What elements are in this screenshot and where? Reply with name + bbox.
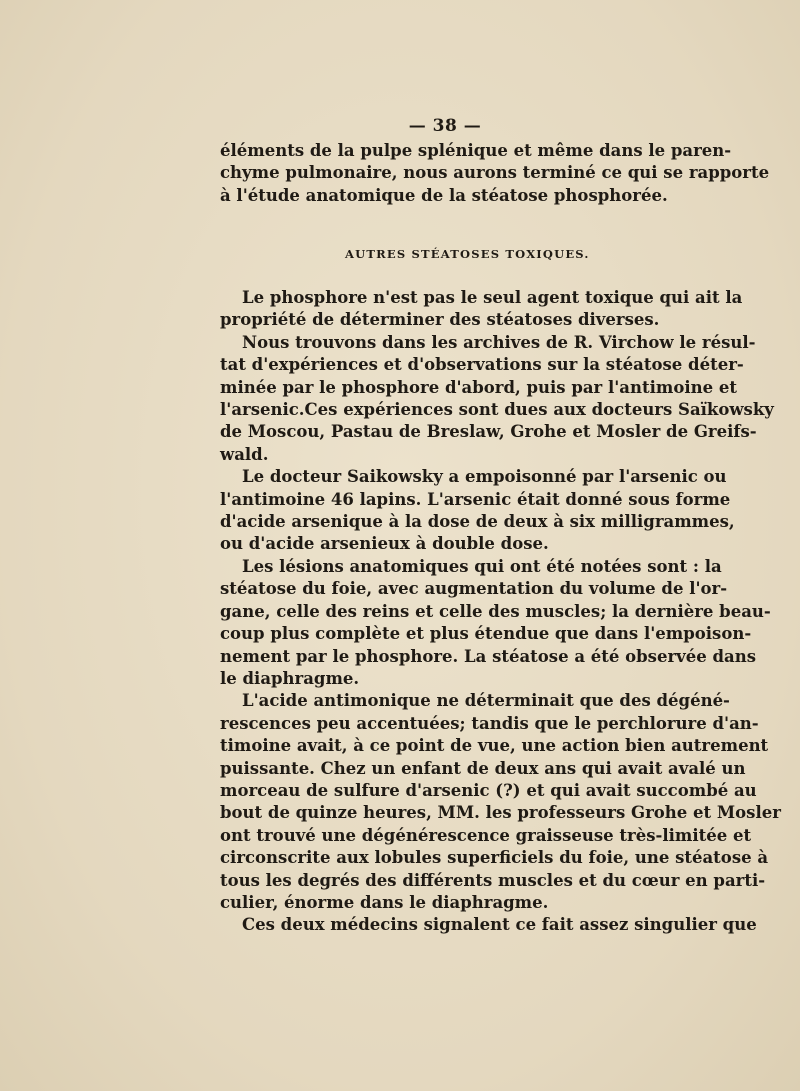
- section-heading: AUTRES STÉATOSES TOXIQUES.: [345, 247, 590, 261]
- text-line: d'acide arsenique à la dose de deux à six milligrammes,: [220, 512, 735, 532]
- text-line: puissante. Chez un enfant de deux ans qui avait avalé un: [220, 758, 746, 778]
- text-line: ou d'acide arsenieux à double dose.: [220, 534, 549, 554]
- text-line: minée par le phosphore d'abord, puis par l'antimoine et: [220, 377, 737, 397]
- text-line: wald.: [220, 444, 269, 464]
- paragraph: [220, 690, 781, 914]
- text-line: chyme pulmonaire, nous aurons terminé ce qui se rapporte: [220, 163, 770, 183]
- text-line: stéatose du foie, avec augmentation du volume de l'or-: [220, 579, 728, 599]
- text-line: Le docteur Saikowsky a empoisonné par l'arsenic ou: [242, 467, 727, 487]
- text-line: de Moscou, Pastau de Breslaw, Grohe et Mosler de Greifs-: [220, 422, 757, 442]
- paragraph: [220, 332, 774, 466]
- text-line: tat d'expériences et d'observations sur la stéatose déter-: [220, 355, 744, 375]
- text-line: Nous trouvons dans les archives de R. Virchow le résul-: [242, 332, 756, 352]
- paragraph: [220, 466, 735, 556]
- text-line: ont trouvé une dégénérescence graisseuse très-limitée et: [220, 825, 752, 845]
- text-line: rescences peu accentuées; tandis que le perchlorure d'an-: [220, 713, 759, 733]
- page-number: — 38 —: [408, 116, 482, 136]
- text-line: Ces deux médecins signalent ce fait assez singulier que: [242, 915, 757, 935]
- text-line: timoine avait, à ce point de vue, une action bien autrement: [220, 736, 769, 756]
- paragraph: [220, 914, 757, 936]
- text-line: gane, celle des reins et celle des muscles; la dernière beau-: [220, 601, 771, 621]
- text-line: éléments de la pulpe splénique et même dans le paren-: [220, 141, 732, 160]
- text-line: Le phosphore n'est pas le seul agent toxique qui ait la: [242, 288, 743, 307]
- text-line: bout de quinze heures, MM. les professeurs Grohe et Mosler: [220, 803, 781, 823]
- text-line: le diaphragme.: [220, 668, 360, 688]
- text-line: à l'étude anatomique de la stéatose phosphorée.: [220, 185, 668, 205]
- text-line: nement par le phosphore. La stéatose a été observée dans: [220, 646, 756, 666]
- intro-text: [220, 140, 770, 207]
- text-line: tous les degrés des différents muscles et du cœur en parti-: [220, 870, 766, 890]
- text-line: morceau de sulfure d'arsenic (?) et qui avait succombé au: [220, 780, 757, 800]
- text-line: culier, énorme dans le diaphragme.: [220, 892, 549, 912]
- text-line: L'acide antimonique ne déterminait que des dégéné-: [242, 691, 730, 711]
- text-line: circonscrite aux lobules superficiels du foie, une stéatose à: [220, 848, 769, 868]
- text-line: coup plus complète et plus étendue que dans l'empoison-: [220, 624, 752, 644]
- text-line: propriété de déterminer des stéatoses diverses.: [220, 310, 660, 330]
- text-line: l'antimoine 46 lapins. L'arsenic était donné sous forme: [220, 489, 731, 509]
- paragraph: [220, 287, 743, 332]
- body-text: [220, 287, 781, 937]
- text-line: l'arsenic.Ces expériences sont dues aux docteurs Saïkowsky: [220, 400, 774, 420]
- text-line: Les lésions anatomiques qui ont été notées sont : la: [242, 556, 722, 576]
- paragraph: [220, 556, 771, 690]
